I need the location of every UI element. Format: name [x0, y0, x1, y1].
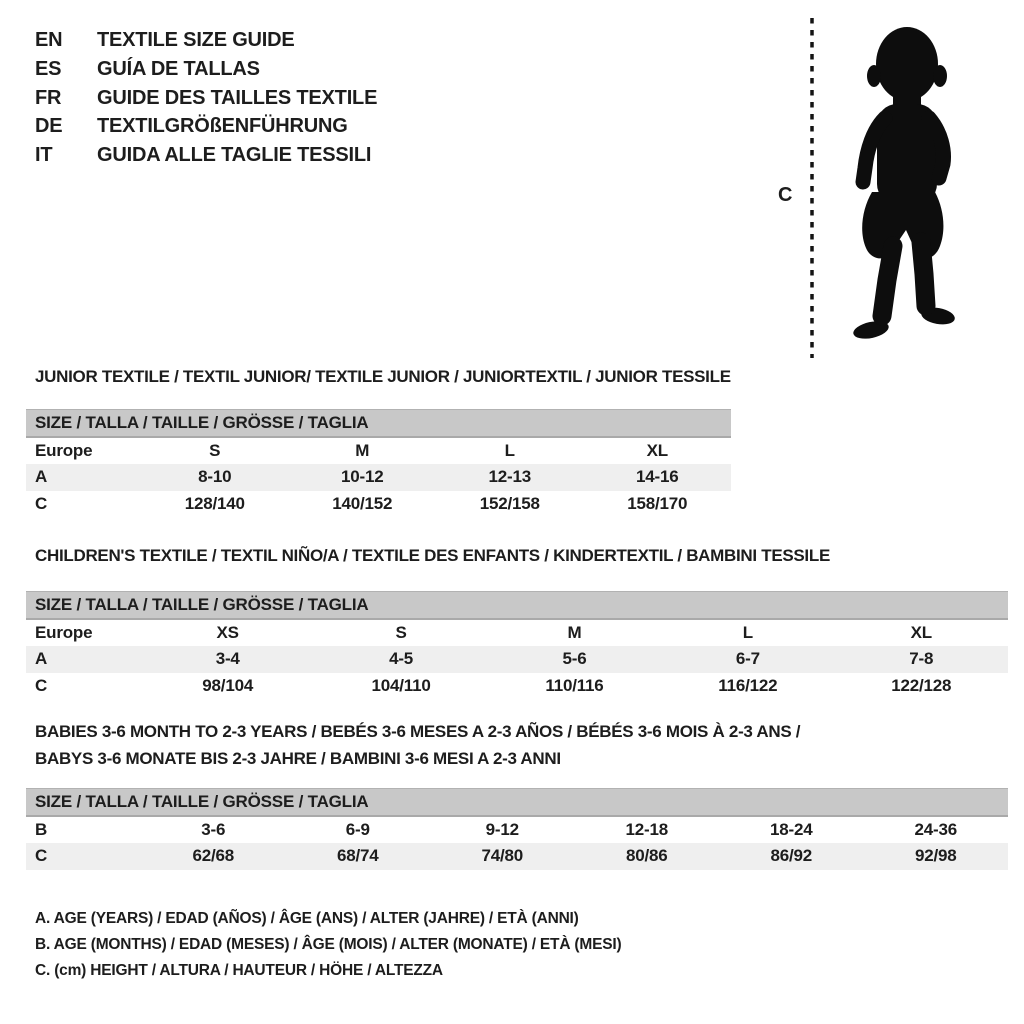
cell: 122/128: [891, 676, 952, 695]
guide-title: TEXTILGRÖßENFÜHRUNG: [97, 115, 348, 138]
cell: 3-4: [215, 649, 240, 668]
guide-title: GUIDA ALLE TAGLIE TESSILI: [97, 144, 372, 167]
babies-title-line-2: BABYS 3-6 MONATE BIS 2-3 JAHRE / BAMBINI 3-6 MESI A 2-3 ANNI: [35, 749, 561, 768]
babies-textile-section: [26, 718, 1008, 870]
guide-title: GUIDE DES TAILLES TEXTILE: [97, 86, 378, 109]
language-row-es: [35, 55, 377, 84]
cell: XL: [910, 622, 932, 642]
legend-line-b: B. AGE (MONTHS) / EDAD (MESES) / ÂGE (MOIS) / ALTER (MONATE) / ETÀ (MESI): [35, 935, 622, 953]
cell: 3-6: [201, 819, 226, 839]
cell: 62/68: [192, 846, 235, 865]
language-code: DE: [35, 115, 63, 138]
babies-title-line-1: BABIES 3-6 MONTH TO 2-3 YEARS / BEBÉS 3-6 MESES A 2-3 AÑOS / BÉBÉS 3-6 MOIS À 2-3 ANS /: [35, 722, 801, 741]
junior-textile-section: [26, 366, 731, 518]
cell: 6-7: [735, 649, 760, 668]
cell: 104/110: [371, 676, 431, 695]
cell: XS: [216, 622, 239, 642]
junior-section-title: JUNIOR TEXTILE / TEXTIL JUNIOR/ TEXTILE JUNIOR / JUNIORTEXTIL / JUNIOR TESSILE: [35, 367, 731, 386]
height-c-label: C: [778, 184, 793, 206]
cell: M: [355, 440, 370, 460]
cell: 116/122: [718, 676, 778, 695]
cell: 152/158: [479, 494, 540, 513]
cell: L: [504, 440, 515, 460]
cell: 80/86: [625, 846, 668, 865]
row-label: Europe: [35, 622, 93, 642]
babies-section-title: [26, 718, 1008, 772]
children-textile-section: [26, 545, 1008, 700]
language-code: FR: [35, 86, 62, 109]
cell: 128/140: [184, 494, 245, 513]
cell: 74/80: [481, 846, 524, 865]
language-code: ES: [35, 57, 62, 80]
row-label: A: [35, 649, 48, 668]
language-row-de: [35, 112, 377, 141]
cell: L: [742, 622, 753, 642]
cell: 6-9: [345, 819, 370, 839]
cell: M: [567, 622, 582, 642]
table-row-europe: [26, 437, 731, 464]
row-label: A: [35, 467, 48, 486]
cell: 14-16: [636, 467, 679, 486]
language-row-en: [35, 26, 377, 55]
table-row-height: [26, 843, 1008, 870]
language-row-fr: [35, 84, 377, 113]
cell: 5-6: [562, 649, 587, 668]
cell: XL: [646, 440, 668, 460]
cell: 12-18: [625, 819, 668, 839]
cell: 18-24: [770, 819, 813, 839]
table-row-height: [26, 673, 1008, 700]
cell: 140/152: [332, 494, 393, 513]
cell: 9-12: [485, 819, 519, 839]
row-label: C: [35, 494, 48, 513]
legend-line-a: A. AGE (YEARS) / EDAD (AÑOS) / ÂGE (ANS) / ALTER (JAHRE) / ETÀ (ANNI): [35, 910, 579, 927]
table-row-age-months: [26, 816, 1008, 843]
cell: 10-12: [341, 467, 384, 486]
table-header-row: [26, 789, 1008, 816]
cell: 92/98: [914, 846, 957, 865]
table-header-row: [26, 410, 731, 437]
guide-title: GUÍA DE TALLAS: [97, 57, 260, 80]
children-size-table: [26, 591, 1008, 700]
row-label: C: [35, 846, 48, 865]
cell: 68/74: [336, 846, 379, 865]
language-row-it: [35, 141, 377, 170]
row-label: C: [35, 676, 48, 695]
cell: S: [209, 440, 221, 460]
cell: 110/116: [545, 676, 604, 695]
cell: S: [395, 622, 407, 642]
children-section-title: CHILDREN'S TEXTILE / TEXTIL NIÑO/A / TEXTILE DES ENFANTS / KINDERTEXTIL / BAMBINI TESSILE: [35, 546, 830, 565]
cell: 98/104: [202, 676, 254, 695]
size-header-bar: SIZE / TALLA / TAILLE / GRÖSSE / TAGLIA: [26, 592, 1008, 619]
row-label: B: [35, 819, 48, 839]
language-code: EN: [35, 29, 63, 51]
height-dashed-line: [808, 18, 816, 358]
cell: 12-13: [488, 467, 531, 486]
cell: 4-5: [389, 649, 414, 668]
junior-size-table: [26, 409, 731, 518]
babies-size-table: [26, 788, 1008, 870]
table-row-age: [26, 646, 1008, 673]
size-header-bar: SIZE / TALLA / TAILLE / GRÖSSE / TAGLIA: [26, 789, 1008, 816]
cell: 24-36: [914, 819, 957, 839]
height-measure-figure: [770, 4, 1005, 366]
legend-line-c: C. (cm) HEIGHT / ALTURA / HAUTEUR / HÖHE / ALTEZZA: [35, 961, 443, 979]
table-row-europe: [26, 619, 1008, 646]
toddler-silhouette-icon: [825, 12, 985, 357]
cell: 8-10: [198, 467, 232, 486]
table-header-row: [26, 592, 1008, 619]
guide-title: TEXTILE SIZE GUIDE: [97, 29, 295, 51]
measurement-legend: [35, 906, 621, 983]
row-label: Europe: [35, 440, 93, 460]
table-row-height: [26, 491, 731, 518]
language-code: IT: [35, 144, 53, 167]
cell: 158/170: [627, 494, 688, 513]
cell: 86/92: [770, 846, 813, 865]
cell: 7-8: [909, 649, 934, 668]
size-header-bar: SIZE / TALLA / TAILLE / GRÖSSE / TAGLIA: [26, 410, 731, 437]
language-title-list: [35, 26, 377, 170]
table-row-age: [26, 464, 731, 491]
